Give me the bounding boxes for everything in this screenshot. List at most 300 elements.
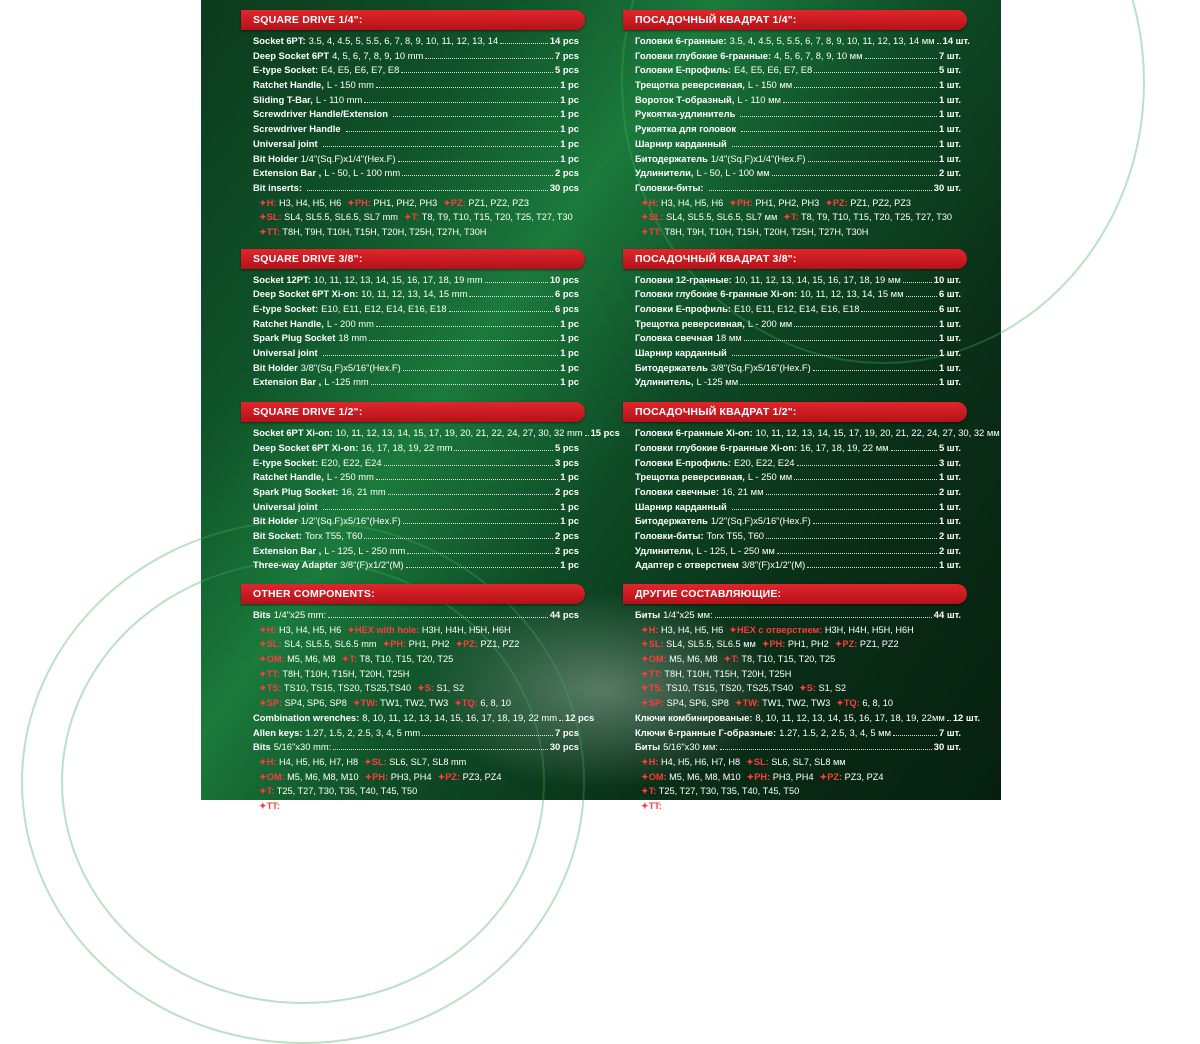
dot-leader: [376, 470, 558, 480]
item-quantity: 7 pcs: [555, 49, 579, 61]
spec-row: [245, 34, 585, 49]
bit-sizes: M5, M6, M8, M10: [669, 771, 741, 782]
dot-leader: [328, 608, 548, 618]
dot-leader: [398, 152, 559, 162]
bit-sizes: PZ3, PZ4: [844, 771, 884, 782]
item-name: Bits: [253, 609, 271, 620]
dot-leader: [1002, 426, 1006, 436]
dot-leader: [323, 137, 559, 147]
dot-leader: [741, 122, 937, 132]
item-quantity: 30 шт.: [933, 181, 961, 193]
bit-type-tag: ✦H:: [641, 624, 659, 635]
item-spec: 3/8"(Sq.F)x5/16"(Hex.F): [300, 361, 401, 373]
bit-sizes: SL4, SL5.5, SL6.5, SL7 мм: [666, 212, 778, 223]
item-quantity: 1 шт.: [938, 332, 961, 344]
spec-row: [627, 122, 967, 137]
bit-sizes: T25H, T27H, T30H, T35H, T40H, T45H, T50H: [664, 800, 852, 811]
bit-sizes: M5, M6, M8: [669, 654, 718, 665]
item-spec: L -125 mm: [324, 376, 369, 388]
spec-row: [627, 500, 967, 515]
bit-sub-row: [627, 681, 967, 696]
item-name: Рукоятка для головок: [635, 123, 737, 135]
item-quantity: 15 шт.: [1007, 427, 1035, 439]
item-name: Головки Е-профиль:: [635, 456, 732, 468]
item-spec: L - 200 mm: [326, 317, 374, 329]
item-quantity: 30 pcs: [549, 181, 579, 193]
spec-row: [627, 375, 967, 390]
item-name: Extension Bar ,: [253, 167, 322, 179]
dot-leader: [807, 558, 937, 568]
spec-row: [627, 166, 967, 181]
bit-sizes: H3, H4, H5, H6: [660, 624, 724, 635]
item-name: Three-way Adapter: [253, 559, 338, 571]
item-quantity: 12 pcs: [565, 711, 595, 723]
item-spec: L - 110 мм: [737, 93, 781, 105]
item-name: E-type Socket:: [253, 456, 319, 468]
item-spec: L -125 мм: [696, 376, 739, 388]
bit-sizes: H3H, H4H, H5H, H6H: [421, 624, 511, 635]
dot-leader: [715, 608, 932, 618]
spec-row: [245, 331, 585, 346]
bit-sub-row: [245, 667, 585, 682]
bit-sizes: PH3, PH4: [772, 771, 814, 782]
item-quantity: 1 шт.: [938, 500, 961, 512]
item-name: Головки Е-профиль:: [635, 64, 732, 76]
dot-leader: [814, 63, 937, 73]
bit-sub-row: [245, 623, 585, 638]
item-name: Ratchet Handle,: [253, 79, 324, 91]
dot-leader: [740, 107, 937, 117]
bit-type-tag: ✦TS:: [259, 683, 282, 694]
bit-type-tag: ✦PH:: [382, 639, 407, 650]
item-name: Трещотка реверсивная,: [635, 317, 745, 329]
spec-row: [245, 49, 585, 64]
spec-row: [627, 273, 967, 288]
item-spec: 18 мм: [715, 332, 742, 344]
item-quantity: 5 pcs: [555, 64, 579, 76]
item-spec: 3.5, 4, 4.5, 5, 5.5, 6, 7, 8, 9, 10, 11, 12, 13, 14: [308, 35, 499, 46]
item-quantity: 6 pcs: [555, 303, 579, 314]
bit-type-tag: ✦HEX с отверстием:: [729, 624, 823, 635]
item-spec: 1/2"(Sq.F)x5/16"(Hex.F): [710, 515, 811, 527]
dot-leader: [376, 78, 558, 88]
item-spec: E10, E11, E12, E14, E16, E18: [734, 303, 860, 314]
item-spec: 3/8"(F)x1/2"(M): [741, 559, 806, 571]
item-quantity: 1 pc: [560, 347, 579, 359]
spec-row: [245, 558, 585, 573]
item-quantity: 1 pc: [560, 515, 579, 527]
item-name: Головки-биты:: [635, 529, 704, 541]
bit-sizes: SL4, SL5.5, SL6.5 mm: [284, 639, 377, 650]
dot-leader: [772, 166, 937, 176]
russian-column: [627, 0, 1035, 814]
bit-sub-row: [627, 799, 967, 814]
bit-sizes: SL4, SL5.5, SL6.5 мм: [666, 639, 756, 650]
bit-sub-row: [627, 784, 967, 799]
spec-row: [245, 63, 585, 78]
spec-row: [627, 34, 970, 49]
item-name: Socket 12PT:: [253, 273, 311, 285]
dot-leader: [407, 544, 553, 554]
dot-leader: [422, 726, 553, 736]
spec-row: [627, 152, 967, 167]
bit-type-tag: ✦PZ:: [455, 639, 478, 650]
item-name: Spark Plug Socket:: [253, 485, 339, 497]
bit-sub-row: [245, 196, 585, 211]
spec-row: [245, 711, 595, 726]
bit-sizes: M5, M6, M8: [287, 654, 336, 665]
item-quantity: 2 pcs: [555, 485, 579, 497]
bit-sizes: PZ3, PZ4: [462, 771, 502, 782]
item-name: Вороток Т-образный,: [635, 93, 735, 105]
bit-sub-row: [245, 225, 585, 240]
item-name: Allen keys:: [253, 726, 303, 738]
item-name: Bits: [253, 741, 271, 753]
bit-type-tag: ✦SL:: [641, 212, 664, 223]
bit-sizes: SL4, SL5.5, SL6.5, SL7 mm: [284, 212, 398, 223]
spec-row: [627, 514, 967, 529]
item-quantity: 1 pc: [560, 108, 579, 120]
bit-sizes: PZ1, PZ2, PZ3: [850, 197, 912, 208]
bit-type-tag: ✦SL:: [259, 212, 282, 223]
item-spec: 4, 5, 6, 7, 8, 9, 10 mm: [332, 49, 424, 61]
spec-row: [245, 137, 585, 152]
bit-type-tag: ✦SP:: [641, 698, 665, 709]
item-quantity: 6 pcs: [555, 288, 579, 300]
item-quantity: 2 шт.: [938, 167, 961, 179]
item-quantity: 1 шт.: [938, 108, 961, 120]
section-header: ПОСАДОЧНЫЙ КВАДРАТ 3/8":: [623, 249, 967, 269]
item-quantity: 5 pcs: [555, 441, 579, 453]
bit-type-tag: ✦PH:: [761, 639, 786, 650]
spec-row: [245, 726, 585, 741]
bit-sub-row: [627, 770, 967, 785]
dot-leader: [906, 287, 937, 297]
bit-sizes: T8H, T10H, T15H, T20H, T25H: [664, 668, 792, 679]
item-spec: E20, E22, E24: [734, 456, 795, 468]
item-spec: 10, 11, 12, 13, 14, 15 mm: [361, 288, 468, 300]
bit-sizes: SP4, SP6, SP8: [284, 698, 347, 709]
spec-row: [245, 302, 585, 317]
dot-leader: [369, 331, 558, 341]
bit-type-tag: ✦SL:: [641, 639, 664, 650]
spec-row: [627, 426, 1035, 441]
spec-row: [627, 63, 967, 78]
dot-leader: [766, 485, 937, 495]
dot-leader: [903, 273, 932, 283]
item-quantity: 44 pcs: [549, 609, 579, 620]
item-spec: L - 150 мм: [747, 79, 793, 91]
item-name: Головка свечная: [635, 332, 713, 344]
bit-sizes: H4, H5, H6, H7, H8: [278, 756, 359, 767]
bit-sub-row: [627, 225, 967, 240]
spec-row: [245, 456, 585, 471]
dot-leader: [893, 726, 937, 736]
item-name: Bit Holder: [253, 361, 298, 373]
item-quantity: 1 pc: [560, 376, 579, 388]
dot-leader: [732, 137, 937, 147]
bit-sub-row: [627, 637, 967, 652]
spec-row: [627, 608, 967, 623]
item-name: Screwdriver Handle/Extension: [253, 108, 388, 120]
dot-leader: [323, 500, 559, 510]
item-name: Socket 6PT Xi-on:: [253, 427, 333, 439]
spec-row: [245, 122, 585, 137]
item-quantity: 1 шт.: [938, 376, 961, 388]
dot-leader: [376, 317, 558, 327]
bit-sub-row: [627, 667, 967, 682]
item-name: Universal joint: [253, 500, 318, 512]
dot-leader: [403, 361, 559, 371]
bit-type-tag: ✦S:: [417, 683, 434, 694]
spec-row: [627, 137, 967, 152]
item-spec: 16, 21 мм: [722, 485, 764, 497]
bit-sub-row: [627, 696, 967, 711]
spec-row: [245, 608, 585, 623]
item-spec: 16, 21 mm: [341, 485, 386, 497]
item-name: Биты: [635, 609, 661, 620]
item-quantity: 2 pcs: [555, 167, 579, 179]
item-name: Рукоятка-удлинитель: [635, 108, 736, 120]
item-name: Битодержатель: [635, 152, 708, 164]
item-quantity: 2 шт.: [938, 529, 961, 541]
item-quantity: 3 pcs: [555, 456, 579, 468]
dot-leader: [364, 529, 553, 539]
item-quantity: 2 шт.: [938, 544, 961, 556]
item-spec: 8, 10, 11, 12, 13, 14, 15, 16, 17, 18, 19, 22 mm: [362, 711, 558, 723]
item-name: Головки свечные:: [635, 485, 720, 497]
bit-type-tag: ✦TS:: [641, 683, 664, 694]
section-header: ПОСАДОЧНЫЙ КВАДРАТ 1/4":: [623, 10, 967, 30]
bit-sizes: T8, T10, T15, T20, T25: [359, 654, 454, 665]
dot-leader: [766, 529, 937, 539]
item-quantity: 1 pc: [560, 317, 579, 329]
bit-type-tag: ✦PZ:: [825, 197, 848, 208]
bit-type-tag: ✦T:: [403, 212, 420, 223]
dot-leader: [406, 558, 559, 568]
bit-type-tag: ✦S:: [799, 683, 816, 694]
dot-leader: [794, 317, 937, 327]
bit-type-tag: ✦TT:: [259, 800, 280, 811]
item-spec: L - 200 мм: [747, 317, 793, 329]
spec-row: [245, 361, 585, 376]
bit-type-tag: ✦PZ:: [443, 197, 466, 208]
item-quantity: 14 pcs: [549, 35, 579, 46]
item-quantity: 1 pc: [560, 361, 579, 373]
item-name: Spark Plug Socket: [253, 332, 336, 344]
bit-sub-row: [245, 799, 585, 814]
item-spec: 10, 11, 12, 13, 14, 15, 17, 19, 20, 21, 22, 24, 27, 30, 32 mm: [335, 427, 583, 439]
spec-row: [627, 302, 967, 317]
bit-type-tag: ✦T:: [641, 786, 657, 797]
bit-sub-row: [245, 784, 585, 799]
bit-sizes: SL6, SL7, SL8 мм: [771, 756, 846, 767]
bit-type-tag: ✦PZ:: [437, 771, 461, 782]
item-quantity: 1 шт.: [938, 123, 961, 135]
dot-leader: [393, 107, 558, 117]
dot-leader: [937, 34, 941, 44]
dot-leader: [783, 93, 937, 103]
spec-row: [245, 441, 585, 456]
spec-row: [627, 485, 967, 500]
spec-row: [245, 181, 585, 196]
item-name: Deep Socket 6PT Xi-on:: [253, 441, 359, 453]
spec-row: [627, 711, 981, 726]
bit-sub-row: [245, 637, 585, 652]
item-name: Удлинитель,: [635, 376, 694, 388]
item-name: Ключи комбинированые:: [635, 711, 753, 723]
bit-type-tag: ✦PH:: [729, 197, 753, 208]
spec-row: [245, 152, 585, 167]
bit-type-tag: ✦TT:: [259, 668, 280, 679]
item-name: Ratchet Handle,: [253, 317, 324, 329]
dot-leader: [425, 49, 553, 59]
bit-sizes: PZ1, PZ2, PZ3: [468, 197, 530, 208]
item-name: Deep Socket 6PT Xi-on:: [253, 288, 359, 300]
item-quantity: 2 шт.: [938, 485, 961, 497]
bit-sub-row: [245, 755, 585, 770]
spec-row: [245, 740, 585, 755]
bit-sub-row: [627, 196, 967, 211]
item-quantity: 7 pcs: [555, 726, 579, 738]
bit-type-tag: ✦H:: [641, 197, 659, 208]
bit-type-tag: ✦TT:: [641, 668, 662, 679]
dot-leader: [403, 514, 559, 524]
item-quantity: 1 шт.: [938, 137, 961, 149]
item-spec: 1.27, 1.5, 2, 2.5, 3, 4, 5 мм: [779, 726, 892, 738]
item-name: E-type Socket:: [253, 303, 319, 314]
bit-type-tag: ✦PZ:: [834, 639, 858, 650]
spec-row: [245, 287, 585, 302]
item-quantity: 1 шт.: [938, 361, 961, 373]
bit-type-tag: ✦TW:: [352, 698, 378, 709]
item-name: Шарнир карданный: [635, 500, 727, 512]
bit-sizes: SP4, SP6, SP8: [666, 698, 729, 709]
bit-sizes: H3, H4, H5, H6: [278, 197, 342, 208]
dot-leader: [709, 181, 932, 191]
bit-sizes: TS10, TS15, TS20, TS25,TS40: [283, 683, 412, 694]
spec-row: [627, 726, 967, 741]
bit-sizes: T8, T9, T10, T15, T20, T25, T27, T30: [421, 212, 573, 223]
dot-leader: [732, 500, 937, 510]
item-name: E-type Socket:: [253, 64, 319, 76]
spec-row: [627, 361, 967, 376]
bit-sizes: T8, T9, T10, T15, T20, T25, T27, T30: [801, 212, 953, 223]
dot-leader: [364, 93, 558, 103]
item-name: Головки 6-гранные:: [635, 35, 727, 46]
item-name: Sliding T-Bar,: [253, 93, 313, 105]
dot-leader: [808, 152, 937, 162]
item-quantity: 1 pc: [560, 123, 579, 135]
item-name: Головки 12-гранные:: [635, 273, 732, 285]
item-quantity: 7 шт.: [938, 49, 961, 61]
bit-sub-row: [245, 210, 585, 225]
item-quantity: 1 pc: [560, 500, 579, 512]
item-name: Шарнир карданный: [635, 347, 727, 359]
item-quantity: 10 pcs: [549, 273, 579, 285]
bit-sizes: PZ1, PZ2: [859, 639, 899, 650]
item-spec: 1/4"(Sq.F)x1/4"(Hex.F): [300, 152, 396, 164]
item-spec: Torx T55, T60: [706, 529, 765, 541]
item-spec: 5/16"x30 мм:: [663, 741, 718, 753]
bit-type-tag: ✦SL:: [364, 756, 387, 767]
bit-sizes: T25, T27, T30, T35, T40, T45, T50: [276, 786, 418, 797]
dot-leader: [449, 302, 553, 312]
spec-row: [245, 346, 585, 361]
bit-type-tag: ✦HEX with hole:: [347, 624, 420, 635]
dot-leader: [720, 740, 932, 750]
section-header: ДРУГИЕ СОСТАВЛЯЮЩИЕ:: [623, 584, 967, 604]
item-name: Шарнир карданный: [635, 137, 727, 149]
item-name: Bit Holder: [253, 152, 298, 164]
item-quantity: 1 pc: [560, 79, 579, 91]
item-spec: 5/16"x30 mm:: [273, 741, 332, 753]
item-spec: 10, 11, 12, 13, 14, 15, 16, 17, 18, 19 мм: [734, 273, 901, 285]
bit-type-tag: ✦PH:: [347, 197, 371, 208]
bit-type-tag: ✦TQ:: [454, 698, 478, 709]
dot-leader: [346, 122, 559, 132]
item-spec: 16, 17, 18, 19, 22 мм: [800, 441, 889, 453]
item-quantity: 3 шт.: [938, 456, 961, 468]
item-spec: L - 125, L - 250 mm: [324, 544, 406, 556]
item-name: Bit Holder: [253, 515, 298, 527]
section-header: ПОСАДОЧНЫЙ КВАДРАТ 1/2":: [623, 402, 967, 422]
item-quantity: 5 шт.: [938, 64, 961, 76]
spec-row: [627, 287, 967, 302]
item-name: Extension Bar ,: [253, 376, 322, 388]
spec-row: [627, 441, 967, 456]
bit-type-tag: ✦PZ:: [819, 771, 843, 782]
spec-row: [627, 529, 967, 544]
item-quantity: 2 pcs: [555, 529, 579, 541]
dot-leader: [861, 302, 937, 312]
item-name: Головки глубокие 6-гранные Xi-on:: [635, 288, 798, 300]
spec-row: [627, 93, 967, 108]
bit-sizes: S1, S2: [436, 683, 465, 694]
item-name: Bit Socket:: [253, 529, 302, 541]
spec-row: [245, 514, 585, 529]
section-header: SQUARE DRIVE 3/8":: [241, 249, 585, 269]
section-header: SQUARE DRIVE 1/4":: [241, 10, 585, 30]
spec-row: [245, 166, 585, 181]
dot-leader: [500, 34, 548, 44]
item-name: Битодержатель: [635, 515, 708, 527]
bit-sub-row: [245, 681, 585, 696]
item-name: Screwdriver Handle: [253, 123, 341, 135]
dot-leader: [794, 78, 937, 88]
item-name: Universal joint: [253, 347, 318, 359]
bit-sub-row: [627, 210, 967, 225]
dot-leader: [402, 166, 553, 176]
dot-leader: [401, 63, 553, 73]
bit-type-tag: ✦SP:: [259, 698, 283, 709]
item-quantity: 1 pc: [560, 471, 579, 483]
bit-sizes: PH1, PH2, PH3: [755, 197, 820, 208]
spec-row: [627, 331, 967, 346]
bit-sizes: TW1, TW2, TW3: [762, 698, 831, 709]
item-name: Трещотка реверсивная,: [635, 79, 745, 91]
spec-row: [627, 78, 967, 93]
spec-row: [245, 107, 585, 122]
spec-row: [245, 273, 585, 288]
bit-sizes: H3, H4, H5, H6: [660, 197, 724, 208]
item-spec: 3.5, 4, 4.5, 5, 5.5, 6, 7, 8, 9, 10, 11, 12, 13, 14 мм: [729, 35, 935, 46]
bit-sizes: TS10, TS15, TS20, TS25,TS40: [665, 683, 794, 694]
bit-type-tag: ✦T:: [341, 654, 357, 665]
item-quantity: 7 шт.: [938, 726, 961, 738]
item-name: Combination wrenches:: [253, 711, 360, 723]
spec-row: [245, 93, 585, 108]
